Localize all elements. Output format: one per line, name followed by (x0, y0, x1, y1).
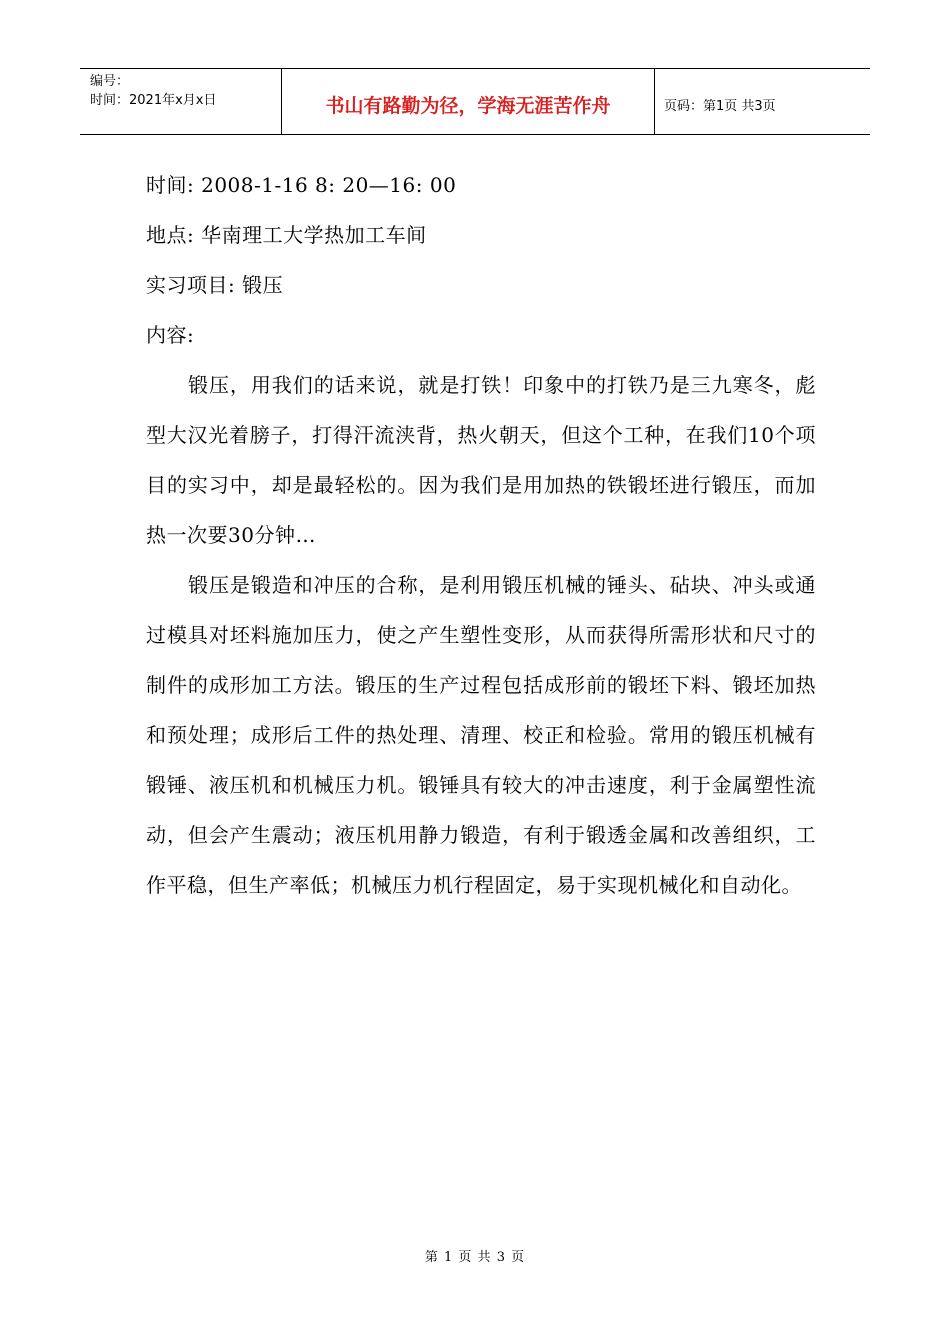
header-meta-cell (80, 69, 282, 134)
content-label: 内容: (146, 323, 195, 347)
document-number-label: 编号： (90, 74, 130, 89)
motto-text: 书山有路勤为径，学海无涯苦作舟 (325, 95, 611, 117)
document-body (146, 160, 816, 910)
page-footer: 第 1 页 共 3 页 (424, 1250, 526, 1265)
header-motto-cell (282, 69, 655, 134)
time-line: 时间: 2008-1-16 8: 20—16: 00 (146, 173, 457, 197)
paragraph-definition: 锻压是锻造和冲压的合称，是利用锻压机械的锤头、砧块、冲头或通过模具对坯料施加压力，使之产生塑性变形，从而获得所需形状和尺寸的制件的成形加工方法。锻压的生产过程包括成形前的锻坯下料、锻坯加热和预处理；成形后工件的热处理、清理、校正和检验。常用的锻压机械有锻锤、液压机和机械压力机。锻锤具有较大的冲击速度，利于金属塑性流动，但会产生震动；液压机用静力锻造，有利于锻透金属和改善组织，工作平稳，但生产率低；机械压力机行程固定，易于实现机械化和自动化。 (146, 573, 816, 897)
paragraph-intro: 锻压，用我们的话来说，就是打铁！印象中的打铁乃是三九寒冬，彪型大汉光着膀子，打得汗流浃背，热火朝天，但这个工种，在我们10个项目的实习中，却是最轻松的。因为我们是用加热的铁锻坯进行锻压，而加热一次要30分钟… (146, 373, 816, 547)
project-line: 实习项目: 锻压 (146, 273, 284, 297)
place-line: 地点: 华南理工大学热加工车间 (146, 223, 427, 247)
document-header (80, 68, 870, 135)
header-page-cell (655, 69, 870, 134)
header-page-info: 页码：第1页 共3页 (664, 99, 776, 114)
document-date: 时间：2021年x月x日 (90, 93, 217, 108)
